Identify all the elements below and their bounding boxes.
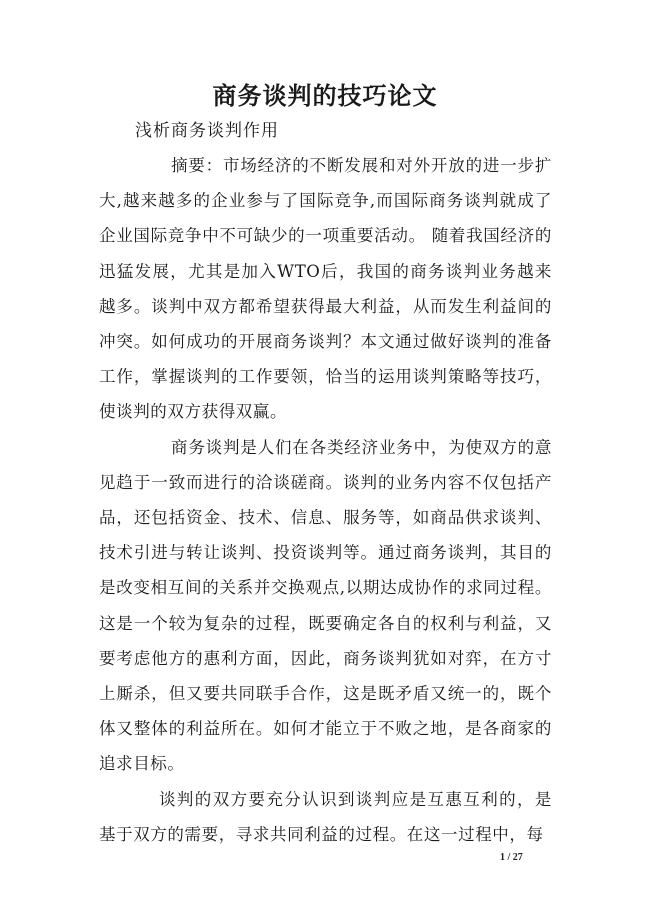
document-subtitle: 浅析商务谈判作用 [135,121,279,141]
body-paragraph: 谈判的双方要充分认识到谈判应是互惠互利的，是基于双方的需要，寻求共同利益的过程。在这一过程中，每 [99,789,552,844]
page-number: 1 / 27 [500,852,523,863]
abstract-paragraph: 摘要：市场经济的不断发展和对外开放的进一步扩大,越来越多的企业参与了国际竞争,而国际商务谈判就成了企业国际竞争中不可缺少的一项重要活动。 随着我国经济的迅猛发展，尤其是加入WTO后，我国的商务谈判业务越来越多。谈判中双方都希望获得最大利益，从而发生利益间的冲突。如何成功的开展商务谈判？本文通过做好谈判的准备工作，掌握谈判的工作要领，恰当的运用谈判策略等技巧，使谈判的双方获得双赢。 [99,156,552,422]
body-paragraph: 商务谈判是人们在各类经济业务中，为使双方的意见趋于一致而进行的洽谈磋商。谈判的业务内容不仅包括产品，还包括资金、技术、信息、服务等，如商品供求谈判、技术引进与转让谈判、投资谈判等。通过商务谈判，其目的是改变相互间的关系并交换观点,以期达成协作的求同过程。这是一个较为复杂的过程，既要确定各自的权利与利益，又要考虑他方的惠利方面，因此，商务谈判犹如对弈，在方寸上厮杀，但又要共同联手合作，这是既矛盾又统一的，既个体又整体的利益所在。如何才能立于不败之地，是各商家的追求目标。 [99,437,552,774]
document-title: 商务谈判的技巧论文 [212,81,438,110]
document-body [99,148,552,852]
